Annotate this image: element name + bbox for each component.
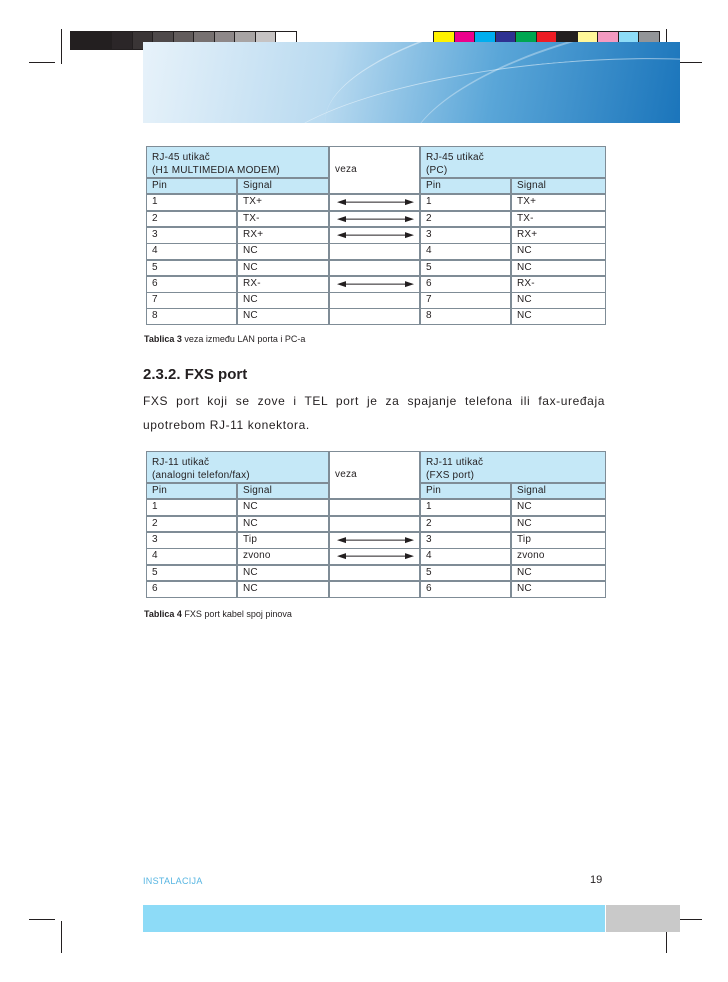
table-cell-pin2: 3 <box>420 227 511 244</box>
double-arrow-icon <box>331 228 420 242</box>
table-cell-pin: 7 <box>146 292 237 309</box>
table-cell-pin2: 3 <box>420 532 511 549</box>
table-cell-signal2: TX+ <box>511 194 606 211</box>
table-cell-pin2: 4 <box>420 243 511 260</box>
column-header: Signal <box>511 483 606 499</box>
table-cell-veza <box>329 499 420 516</box>
table-cell-signal2: Tip <box>511 532 606 549</box>
table-cell-veza <box>329 227 420 244</box>
table-cell-signal2: zvono <box>511 548 606 565</box>
crop-mark <box>29 62 55 63</box>
table-head-left <box>146 451 329 483</box>
column-header: Signal <box>237 178 329 194</box>
table-cell-pin: 1 <box>146 194 237 211</box>
table-cell-veza <box>329 308 420 325</box>
table-rj45-connection <box>146 146 606 328</box>
double-arrow-icon <box>331 549 420 563</box>
crop-mark <box>61 29 62 64</box>
double-arrow-icon <box>331 277 420 291</box>
table-head-right-line: (FXS port) <box>426 470 475 481</box>
table-cell-signal: RX+ <box>237 227 329 244</box>
table-cell-pin2: 5 <box>420 565 511 582</box>
table-cell-pin: 3 <box>146 227 237 244</box>
table-head-left-line: RJ-45 utikač <box>152 152 210 163</box>
table-cell-signal: TX- <box>237 211 329 228</box>
table-cell-signal2: RX+ <box>511 227 606 244</box>
table-cell-pin2: 1 <box>420 194 511 211</box>
table-cell-pin: 5 <box>146 565 237 582</box>
table-cell-signal: NC <box>237 308 329 325</box>
table-cell-pin: 2 <box>146 516 237 533</box>
table-cell-pin2: 6 <box>420 581 511 598</box>
table-head-middle: veza <box>329 146 420 194</box>
table-cell-signal: TX+ <box>237 194 329 211</box>
table-cell-veza <box>329 581 420 598</box>
table-head-right-line: RJ-11 utikač <box>426 457 484 468</box>
table-cell-pin: 5 <box>146 260 237 277</box>
table-head-right-line: RJ-45 utikač <box>426 152 484 163</box>
section-title: 2.3.2. FXS port <box>143 366 248 383</box>
table-cell-signal: RX- <box>237 276 329 293</box>
table-cell-pin2: 4 <box>420 548 511 565</box>
table-head-left-line: (H1 MULTIMEDIA MODEM) <box>152 165 280 176</box>
table-cell-pin: 1 <box>146 499 237 516</box>
table-cell-signal2: NC <box>511 292 606 309</box>
table-cell-pin2: 7 <box>420 292 511 309</box>
table-cell-signal: NC <box>237 260 329 277</box>
table-cell-signal2: NC <box>511 565 606 582</box>
table4-caption-label: Tablica 4 <box>144 609 182 619</box>
table-cell-pin2: 6 <box>420 276 511 293</box>
column-header: Signal <box>237 483 329 499</box>
table-cell-signal2: TX- <box>511 211 606 228</box>
header-banner <box>143 42 680 123</box>
table-head-right <box>420 451 606 483</box>
footer-color-bar <box>143 905 605 932</box>
table-head-left-line: RJ-11 utikač <box>152 457 210 468</box>
table4-caption-text: FXS port kabel spoj pinova <box>181 609 292 619</box>
crop-mark <box>61 921 62 953</box>
double-arrow-icon <box>331 533 420 547</box>
double-arrow-icon <box>331 212 420 226</box>
table-cell-pin2: 2 <box>420 516 511 533</box>
table-cell-signal2: NC <box>511 581 606 598</box>
table-cell-veza <box>329 516 420 533</box>
table-cell-signal: Tip <box>237 532 329 549</box>
color-swatch <box>91 31 113 50</box>
table3-caption-label: Tablica 3 <box>144 334 182 344</box>
footer-section-label: INSTALACIJA <box>143 876 203 886</box>
color-swatch <box>111 31 133 50</box>
column-header: Pin <box>420 483 511 499</box>
table-cell-signal: zvono <box>237 548 329 565</box>
table-cell-signal: NC <box>237 292 329 309</box>
table-cell-signal: NC <box>237 516 329 533</box>
table-cell-signal: NC <box>237 581 329 598</box>
table3-caption <box>144 334 305 344</box>
table-cell-pin: 6 <box>146 581 237 598</box>
table-cell-veza <box>329 194 420 211</box>
section-paragraph: FXS port koji se zove i TEL port je za spajanje telefona ili fax-uređaja upotrebom RJ-11 konektora. <box>143 394 605 432</box>
table-head-right <box>420 146 606 178</box>
table-cell-pin: 4 <box>146 548 237 565</box>
table-cell-pin2: 1 <box>420 499 511 516</box>
table-cell-veza <box>329 532 420 549</box>
table-cell-pin: 3 <box>146 532 237 549</box>
table-cell-veza <box>329 292 420 309</box>
table-cell-signal2: NC <box>511 260 606 277</box>
column-header: Pin <box>146 178 237 194</box>
double-arrow-icon <box>331 195 420 209</box>
table-cell-signal2: NC <box>511 243 606 260</box>
table-fxs-port <box>146 451 606 604</box>
table-cell-pin: 4 <box>146 243 237 260</box>
table-head-right-line: (PC) <box>426 165 448 176</box>
crop-mark <box>29 919 55 920</box>
table-cell-pin2: 2 <box>420 211 511 228</box>
table-cell-veza <box>329 211 420 228</box>
table-cell-signal: NC <box>237 243 329 260</box>
table-cell-pin: 6 <box>146 276 237 293</box>
table4-caption <box>144 609 292 619</box>
table3-caption-text: veza između LAN porta i PC-a <box>181 334 306 344</box>
table-cell-signal2: NC <box>511 499 606 516</box>
table-cell-pin: 8 <box>146 308 237 325</box>
table-cell-signal2: NC <box>511 308 606 325</box>
table-cell-signal: NC <box>237 565 329 582</box>
table-cell-signal2: RX- <box>511 276 606 293</box>
table-cell-pin2: 8 <box>420 308 511 325</box>
table-cell-veza <box>329 243 420 260</box>
table-cell-veza <box>329 565 420 582</box>
page-number: 19 <box>590 874 603 886</box>
table-cell-pin2: 5 <box>420 260 511 277</box>
color-swatch <box>70 31 92 50</box>
table-cell-veza <box>329 276 420 293</box>
table-head-left <box>146 146 329 178</box>
table-cell-signal2: NC <box>511 516 606 533</box>
table-cell-veza <box>329 260 420 277</box>
column-header: Pin <box>146 483 237 499</box>
column-header: Pin <box>420 178 511 194</box>
table-head-left-line: (analogni telefon/fax) <box>152 470 250 481</box>
table-head-middle: veza <box>329 451 420 499</box>
table-cell-pin: 2 <box>146 211 237 228</box>
footer-gray-block <box>606 905 680 932</box>
table-cell-signal: NC <box>237 499 329 516</box>
column-header: Signal <box>511 178 606 194</box>
table-cell-veza <box>329 548 420 565</box>
